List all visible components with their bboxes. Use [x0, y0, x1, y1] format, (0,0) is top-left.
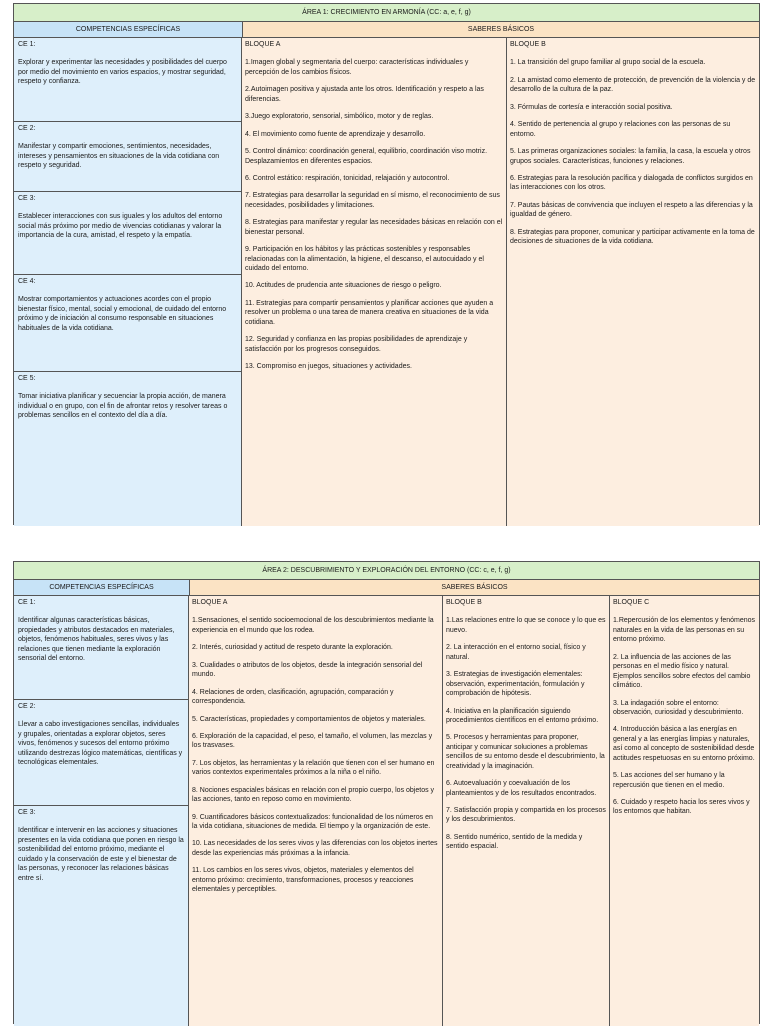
bloque-title: BLOQUE C [613, 599, 650, 606]
saber-item: 13. Compromiso en juegos, situaciones y actividades. [245, 363, 412, 371]
ce-label: CE 2: [18, 703, 36, 710]
saber-item: 2. Interés, curiosidad y actitud de respeto durante la exploración. [192, 644, 393, 652]
ce-text: Identificar algunas características básicas, propiedades y atributos destacados en materiales, objetos, fenómenos habituales, seres vivos y las relaciones que tienen mediante la exploración sensorial del entorno. [18, 617, 175, 663]
area1-ce-2 [14, 122, 241, 192]
area2-bloque-a [189, 596, 443, 1026]
ce-label: CE 5: [18, 375, 36, 382]
saber-item: 1.Repercusión de los elementos y fenómenos naturales en la vida de las personas en su entorno próximo. [613, 617, 756, 644]
saber-item: 7. Los objetos, las herramientas y la relación que tienen con el ser humano en varios contextos experimentales próximos a la niña o el niño. [192, 759, 435, 777]
bloque-title: BLOQUE B [510, 41, 546, 48]
area2-ce-2 [14, 700, 188, 806]
ce-text: Identificar e intervenir en las acciones y situaciones presentes en la vida cotidiana que ponen en riesgo la sostenibilidad del entorno próximo, mediante el cuidado y la conservación de este y el bienestar de las personas, y reconocer las relaciones básicas entre sí. [18, 827, 184, 882]
saber-item: 4. Iniciativa en la planificación siguiendo procedimientos científicos en el entorno próximo. [446, 707, 599, 724]
saber-item: 6. Control estático: respiración, tonicidad, relajación y autocontrol. [245, 174, 450, 182]
ce-text: Mostrar comportamientos y actuaciones acordes con el propio bienestar físico, mental, social y emocional, de cuidado del entorno próximo y de iniciación al consumo responsable en situaciones habituales de la vida cotidiana. [18, 296, 227, 332]
saber-item: 9. Cuantificadores básicos contextualizados: funcionalidad de los números en la vida cotidiana, situaciones de medida. El tiempo y la organización de este. [192, 813, 433, 830]
area2-header-saberes: SABERES BÁSICOS [190, 580, 759, 595]
area1-ce-5 [14, 372, 241, 526]
saber-item: 1. La transición del grupo familiar al grupo social de la escuela. [510, 59, 706, 67]
area1-table [13, 3, 760, 525]
ce-text: Tomar iniciativa planificar y secuenciar la propia acción, de manera individual o en grupo, con el fin de afrontar retos y resolver tareas o problemas sencillos en el contexto del día a día. [18, 393, 228, 420]
area1-bloque-b [507, 38, 759, 526]
area2-header-row [14, 580, 759, 596]
ce-label: CE 1: [18, 41, 36, 48]
area2-header-competencias: COMPETENCIAS ESPECÍFICAS [14, 580, 190, 595]
saber-item: 7. Satisfacción propia y compartida en los procesos y los descubrimientos. [446, 807, 606, 824]
saber-item: 5. Control dinámico: coordinación general, equilibrio, coordinación viso motriz. Desplazamientos en diferentes espacios. [245, 148, 488, 165]
saber-item: 3. La indagación sobre el entorno: observación, curiosidad y descubrimiento. [613, 699, 744, 716]
saber-item: 8. Estrategias para proponer, comunicar y participar activamente en la toma de decisiones de situaciones de la vida cotidiana. [510, 228, 755, 246]
area2-title: ÁREA 2: DESCUBRIMIENTO Y EXPLORACIÓN DEL ENTORNO (CC: c, e, f, g) [14, 562, 759, 580]
ce-text: Establecer interacciones con sus iguales y los adultos del entorno social más próximo por medio de vivencias cotidianas y valorar la importancia de la cura, amistad, el respeto y la empatía. [18, 213, 223, 240]
bloque-title: BLOQUE A [245, 41, 281, 48]
saber-item: 10. Las necesidades de los seres vivos y las diferencias con los objetos inertes desde las experiencias más próximas a la infancia. [192, 840, 438, 857]
area1-title: ÁREA 1: CRECIMIENTO EN ARMONÍA (CC: a, e, f, g) [14, 4, 759, 22]
saber-item: 3. Estrategias de investigación elementales: observación, experimentación, formulación y comprobación de hipótesis. [446, 671, 585, 698]
area2-bloque-c [610, 596, 759, 1026]
bloque-title: BLOQUE A [192, 599, 228, 606]
saber-item: 3. Cualidades o atributos de los objetos, desde la integración sensorial del mundo. [192, 661, 423, 679]
ce-label: CE 3: [18, 809, 36, 816]
saber-item: 11. Los cambios en los seres vivos, objetos, materiales y elementos del entorno próximo: crecimiento, transformaciones, procesos y reacciones elementales y perceptibles. [192, 867, 414, 894]
saber-item: 5. Las primeras organizaciones sociales: la familia, la casa, la escuela y otros grupos sociales. Características, funciones y relaciones. [510, 148, 751, 165]
saber-item: 12. Seguridad y confianza en las propias posibilidades de aprendizaje y satisfacción por los progresos conseguidos. [245, 336, 468, 353]
saber-item: 6. Exploración de la capacidad, el peso, el tamaño, el volumen, las mezclas y los trasvases. [192, 732, 433, 750]
ce-label: CE 2: [18, 125, 36, 132]
area1-header-row [14, 22, 759, 38]
area2-competencias-column [14, 596, 189, 1026]
saber-item: 6. Autoevaluación y coevaluación de los planteamientos y de los resultados encontrados. [446, 780, 597, 797]
area1-ce-3 [14, 192, 241, 275]
saber-item: 4. Relaciones de orden, clasificación, agrupación, comparación y correspondencia. [192, 688, 394, 706]
saber-item: 8. Sentido numérico, sentido de la medida y sentido espacial. [446, 833, 583, 851]
saber-item: 8. Nociones espaciales básicas en relación con el propio cuerpo, los objetos y las acciones, tanto en reposo como en movimiento. [192, 786, 435, 804]
saber-item: 1.Sensaciones, el sentido socioemocional de los descubrimientos mediante la experiencia en el mundo que los rodea. [192, 617, 434, 634]
ce-text: Llevar a cabo investigaciones sencillas, individuales y grupales, orientadas a explorar objetos, seres vivos, fenómenos y sucesos del entorno próximo utilizando destrezas lógico matemáticas, científicas y tecnológicas elementales. [18, 721, 183, 767]
saber-item: 2. La amistad como elemento de protección, de prevención de la violencia y de desarrollo de la cultura de la paz. [510, 76, 756, 94]
bloque-title: BLOQUE B [446, 599, 482, 606]
ce-text: Explorar y experimentar las necesidades y posibilidades del cuerpo por medio del movimiento en varios espacios, y mostrar seguridad, respeto y confianza. [18, 59, 227, 86]
area2-bloque-b [443, 596, 610, 1026]
saber-item: 5. Las acciones del ser humano y la repercusión que tienen en el medio. [613, 772, 725, 789]
saber-item: 4. Introducción básica a las energías en general y a las energías limpias y naturales, así como al concepto de sostenibilidad desde actitudes respetuosas en su entorno próximo. [613, 726, 755, 762]
area2-ce-1 [14, 596, 188, 700]
saber-item: 1.Las relaciones entre lo que se conoce y lo que es nuevo. [446, 617, 606, 634]
area2-ce-3 [14, 806, 188, 1026]
saber-item: 3.Juego exploratorio, sensorial, simbólico, motor y de reglas. [245, 113, 434, 121]
saber-item: 10. Actitudes de prudencia ante situaciones de riesgo o peligro. [245, 282, 442, 290]
area1-ce-4 [14, 275, 241, 372]
saber-item: 5. Características, propiedades y comportamientos de objetos y materiales. [192, 715, 426, 723]
ce-text: Manifestar y compartir emociones, sentimientos, necesidades, intereses y pensamientos en situaciones de la vida cotidiana con respeto y seguridad. [18, 143, 220, 170]
saber-item: 1.Imagen global y segmentaria del cuerpo: características individuales y percepción de los cambios físicos. [245, 59, 469, 76]
saber-item: 11. Estrategias para compartir pensamientos y planificar acciones que ayuden a resolver un problema o una tarea de manera creativa en situaciones de la vida cotidiana. [245, 299, 494, 326]
saber-item: 8. Estrategias para manifestar y regular las necesidades básicas en relación con el bienestar personal. [245, 219, 503, 236]
area1-header-competencias: COMPETENCIAS ESPECÍFICAS [14, 22, 243, 37]
saber-item: 7. Estrategias para desarrollar la seguridad en sí mismo, el reconocimiento de sus necesidades, posibilidades y limitaciones. [245, 192, 500, 209]
area2-body [14, 596, 759, 1026]
saber-item: 4. Sentido de pertenencia al grupo y relaciones con las personas de su entorno. [510, 121, 731, 138]
area2-table [13, 561, 760, 1024]
area1-competencias-column [14, 38, 242, 526]
saber-item: 6. Estrategias para la resolución pacífica y dialogada de conflictos surgidos en las interacciones con los otros. [510, 174, 753, 192]
ce-label: CE 4: [18, 278, 36, 285]
area1-ce-1 [14, 38, 241, 122]
saber-item: 4. El movimiento como fuente de aprendizaje y desarrollo. [245, 130, 426, 138]
saber-item: 7. Pautas básicas de convivencia que incluyen el respeto a las diferencias y la igualdad de género. [510, 201, 753, 219]
saber-item: 5. Procesos y herramientas para proponer, anticipar y comunicar soluciones a problemas sencillos de su entorno desde el descubrimiento, la creatividad y la imaginación. [446, 734, 605, 770]
area1-body [14, 38, 759, 526]
saber-item: 2. La influencia de las acciones de las personas en el medio físico y natural. Ejemplos sencillos sobre efectos del cambio climático. [613, 653, 751, 690]
saber-item: 3. Fórmulas de cortesía e interacción social positiva. [510, 103, 673, 111]
ce-label: CE 1: [18, 599, 36, 606]
area1-bloque-a [242, 38, 507, 526]
area1-header-saberes: SABERES BÁSICOS [243, 22, 759, 37]
saber-item: 9. Participación en los hábitos y las prácticas sostenibles y responsables relacionadas con la alimentación, la higiene, el descanso, el autocuidado y el cuidado del entorno. [245, 246, 484, 272]
saber-item: 6. Cuidado y respeto hacia los seres vivos y los entornos que habitan. [613, 799, 750, 816]
saber-item: 2.Autoimagen positiva y ajustada ante los otros. Identificación y respeto a las diferencias. [245, 86, 484, 103]
ce-label: CE 3: [18, 195, 36, 202]
saber-item: 2. La interacción en el entorno social, físico y natural. [446, 644, 586, 661]
